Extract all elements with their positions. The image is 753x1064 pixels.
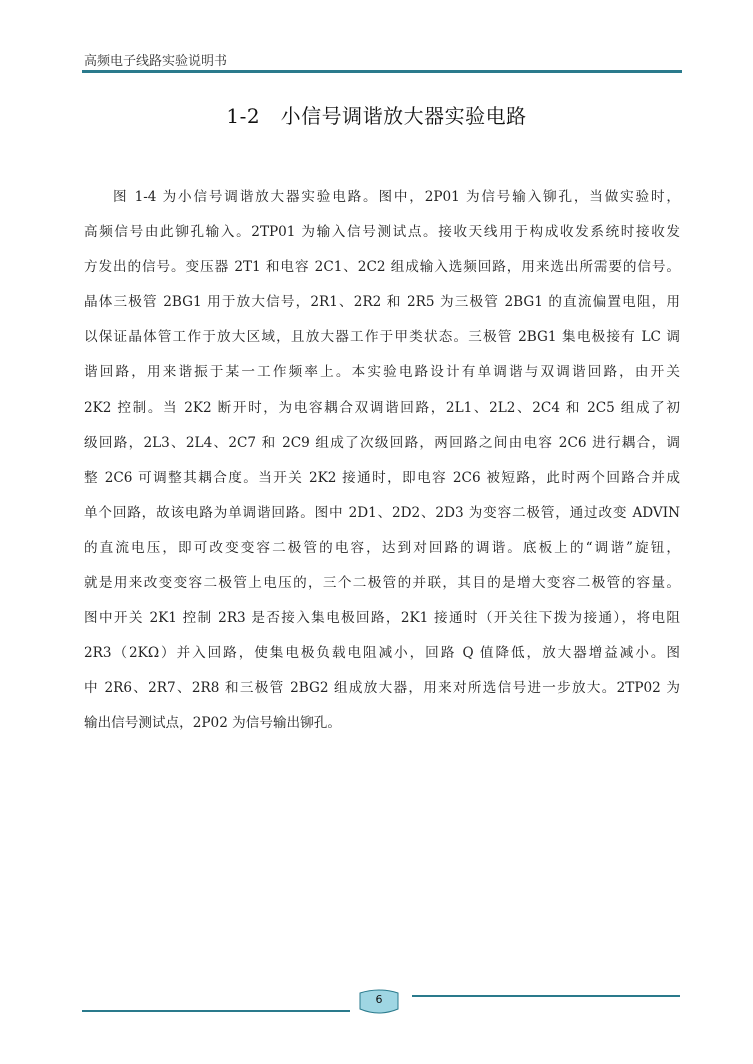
header-rule: [82, 70, 682, 73]
paragraph-line: 谐回路，用来谐振于某一工作频率上。本实验电路设计有单调谐与双调谐回路，由开关: [84, 364, 680, 381]
body-paragraph: [84, 180, 680, 742]
paragraph-line: 晶体三极管 2BG1 用于放大信号，2R1、2R2 和 2R5 为三极管 2BG1 的直流偏置电阻，用: [84, 294, 680, 311]
paragraph-line: 级回路，2L3、2L4、2C7 和 2C9 组成了次级回路，两回路之间由电容 2C6 进行耦合，调: [84, 434, 680, 451]
section-title: 1-2 小信号调谐放大器实验电路: [226, 104, 527, 128]
paragraph-line: 2R3（2KΩ）并入回路，使集电极负载电阻减小，回路 Q 值降低，放大器增益减小。图: [84, 645, 680, 662]
page-header-text: 高频电子线路实验说明书: [84, 54, 228, 69]
paragraph-line: 图 1-4 为小信号调谐放大器实验电路。图中，2P01 为信号输入铆孔，当做实验时，: [113, 189, 680, 205]
paragraph-line: 高频信号由此铆孔输入。2TP01 为输入信号测试点。接收天线用于构成收发系统时接收发: [84, 224, 680, 241]
paragraph-line: 输出信号测试点，2P02 为信号输出铆孔。: [84, 715, 341, 732]
paragraph-line: 以保证晶体管工作于放大区域，且放大器工作于甲类状态。三极管 2BG1 集电极接有 LC 调: [84, 329, 680, 346]
paragraph-line: 单个回路，故该电路为单调谐回路。图中 2D1、2D2、2D3 为变容二极管，通过改变 ADVIN: [84, 504, 680, 521]
paragraph-line: 2K2 控制。当 2K2 断开时，为电容耦合双调谐回路，2L1、2L2、2C4 和 2C5 组成了初: [84, 399, 680, 416]
footer-rule-right: [412, 995, 680, 997]
footer-rule-left: [82, 1010, 350, 1012]
paragraph-line: 方发出的信号。变压器 2T1 和电容 2C1、2C2 组成输入选频回路，用来选出所需要的信号。: [84, 259, 680, 276]
paragraph-line: 图中开关 2K1 控制 2R3 是否接入集电极回路，2K1 接通时（开关往下拨为接通），将电阻: [84, 610, 680, 627]
paragraph-line: 整 2C6 可调整其耦合度。当开关 2K2 接通时，即电容 2C6 被短路，此时两个回路合并成: [84, 469, 680, 486]
page-number: 6: [375, 993, 383, 1006]
paragraph-line: 的直流电压，即可改变变容二极管的电容，达到对回路的调谐。底板上的“调谐”旋钮，: [84, 539, 680, 556]
paragraph-line: 就是用来改变变容二极管上电压的，三个二极管的并联，其目的是增大变容二极管的容量。: [84, 575, 680, 592]
paragraph-line: 中 2R6、2R7、2R8 和三极管 2BG2 组成放大器，用来对所选信号进一步放大。2TP02 为: [84, 680, 680, 697]
